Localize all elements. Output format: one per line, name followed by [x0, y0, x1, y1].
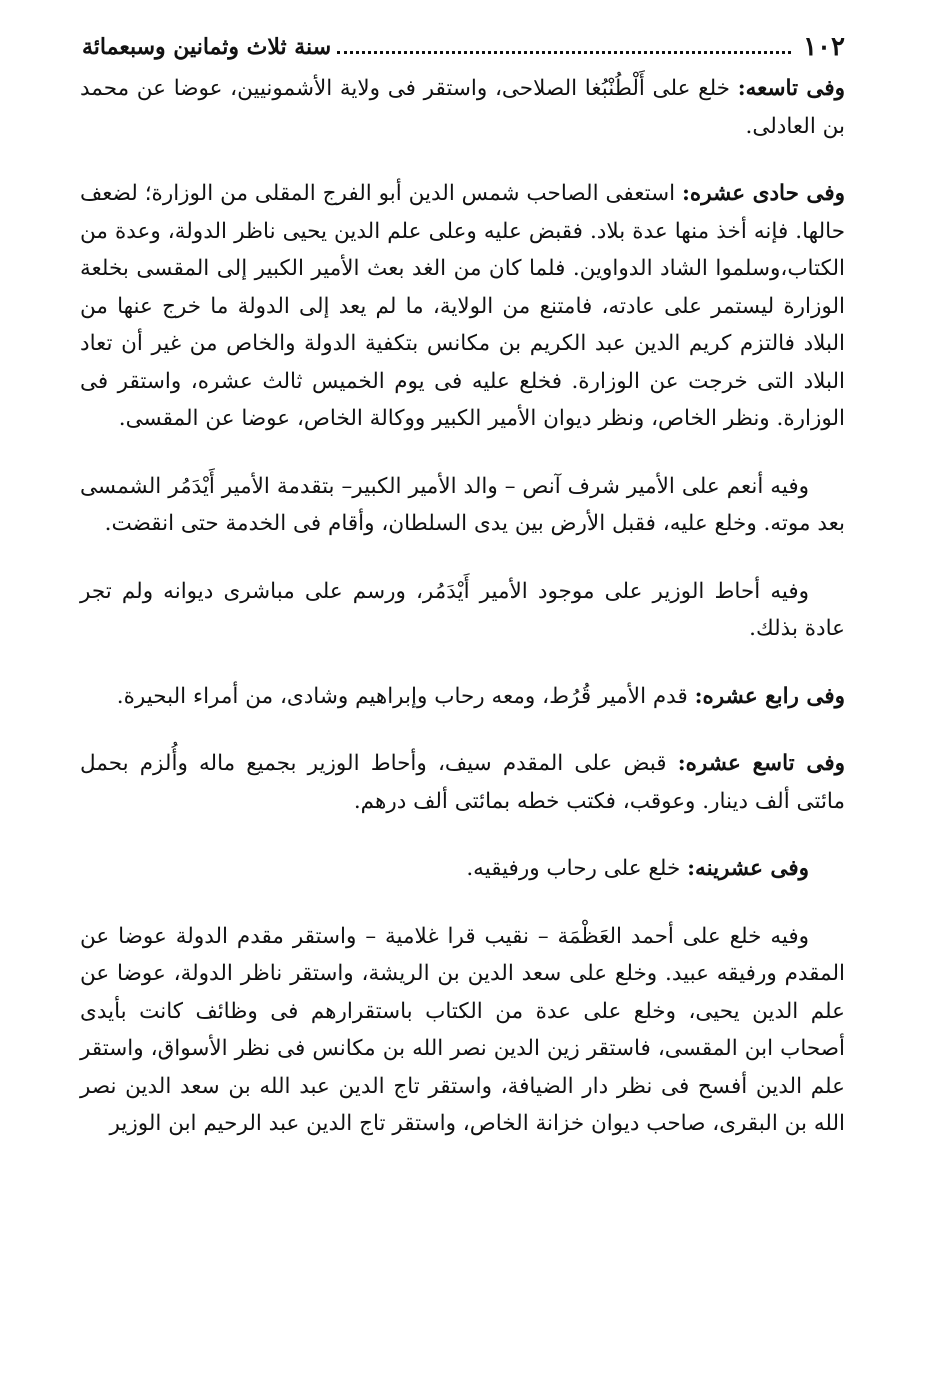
- paragraph-lead: وفى تاسعه:: [737, 76, 846, 101]
- page-header: [82, 26, 845, 62]
- page-number: ١٠٢: [803, 32, 845, 62]
- paragraph-lead: وفى رابع عشره:: [694, 683, 845, 709]
- running-title: سنة ثلاث وثمانين وسبعمائة: [82, 34, 332, 60]
- paragraph: [80, 918, 845, 1143]
- paragraph-text: قدم الأمير قُرُط، ومعه رحاب وإبراهيم وشادى، من أمراء البحيرة.: [116, 683, 695, 709]
- paragraph: [80, 468, 845, 543]
- paragraph-lead: وفى عشرينه:: [687, 856, 809, 881]
- paragraph-text: وفيه خلع على أحمد العَظْمَة – نقيب قرا غلامية – واستقر مقدم الدولة عوضا عن المقدم ورفيقه عبيد. وخلع على سعد الدين بن الريشة، واستقر ناظر الدولة، عوضا عن علم الدين يحيى، وخلع على عدة من الكتاب باستقرارهم فى وظائف كانت بأيدى أصحاب ابن المقسى، فاستقر زين الدين نصر الله بن مكانس فى نظر الأسواق، واستقر علم الدين أفسح فى نظر دار الضيافة، واستقر تاج الدين عبد الله بن سعد الدين نصر الله بن البقرى، صاحب ديوان خزانة الخاص، واستقر تاج الدين عبد الرحيم ابن الوزير: [80, 923, 845, 1136]
- paragraph-lead: وفى حادى عشره:: [682, 181, 845, 206]
- body-text: [80, 70, 845, 1173]
- paragraph-text: استعفى الصاحب شمس الدين أبو الفرج المقلى من الوزارة؛ لضعف حالها. فإنه أخذ منها عدة بلاد. فقبض عليه وعلى علم الدين يحيى ناظر الدولة، وعدة من الكتاب،وسلموا الشاد الدواوين. فلما كان من الغد بعث الأمير الكبير إلى المقسى بخلعة الوزارة ليستمر على عادته، فامتنع من الولاية، ما لم يعد إلى الدولة ما خرج عنها من البلاد فالتزم كريم الدين عبد الكريم بن مكانس بتكفية الدولة والخاص من غير أن تعاد البلاد التى خرجت عن الوزارة. فخلع عليه فى يوم الخميس ثالث عشره، واستقر فى الوزارة. ونظر الخاص، ونظر ديوان الأمير الكبير ووكالة الخاص، عوضا عن المقسى.: [80, 181, 845, 431]
- paragraph: [80, 678, 845, 716]
- paragraph-text: خلع على أَلْطُنْبُغا الصلاحى، واستقر فى ولاية الأشمونيين، عوضا عن محمد بن العادلى.: [80, 76, 845, 139]
- paragraph: [80, 175, 845, 438]
- paragraph-lead: وفى تاسع عشره:: [677, 751, 845, 776]
- paragraph-text: قبض على المقدم سيف، وأحاط الوزير بجميع ماله وأُلزم بحمل مائتى ألف دينار. وعوقب، فكتب خطه بمائتى ألف درهم.: [80, 751, 845, 814]
- header-dot-leader: [337, 51, 791, 54]
- paragraph-text: وفيه أنعم على الأمير شرف آنص – والد الأمير الكبير– بتقدمة الأمير أَيْدَمُر الشمسى بعد موته. وخلع عليه، فقبل الأرض بين يدى السلطان، وأقام فى الخدمة حتى انقضت.: [80, 473, 845, 536]
- paragraph-text: خلع على رحاب ورفيقيه.: [466, 856, 688, 881]
- paragraph: [80, 70, 845, 145]
- paragraph-text: وفيه أحاط الوزير على موجود الأمير أَيْدَمُر، ورسم على مباشرى ديوانه ولم تجر عادة بذلك.: [80, 578, 845, 641]
- paragraph: [80, 850, 845, 888]
- paragraph: [80, 745, 845, 820]
- paragraph: [80, 573, 845, 648]
